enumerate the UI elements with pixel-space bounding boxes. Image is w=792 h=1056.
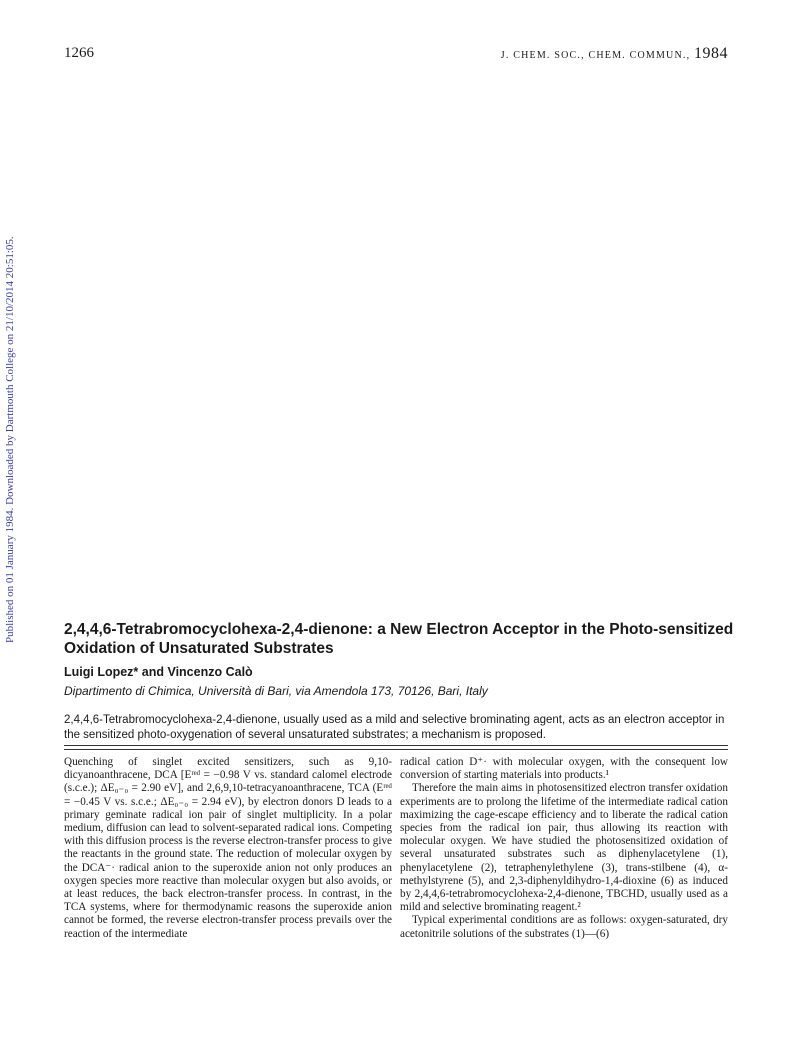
body-paragraph: Quenching of singlet excited sensitizers, such as 9,10-dicyanoanthracene, DCA [Eʳᵉᵈ = −0.98 V vs. standard calomel electrode (s.c.e.); ΔE₀₋₀ = 2.90 eV], and 2,6,9,10-tetracyanoanthracene, TCA (Eʳᵉᵈ = −0.45 V vs. s.c.e.; ΔE₀₋₀ = 2.94 eV), by electron donors D leads to a primary geminate radical ion pair of singlet multiplicity. In a polar medium, diffusion can lead to solvent-separated radical ions. Competing with this diffusion process is the reverse electron-transfer process to give the reactants in the ground state. The reduction of molecular oxygen by the DCA⁻· radical anion to the superoxide anion not only produces an oxygen species more reactive than molecular oxygen but also avoids, or at least reduces, the back electron-transfer process. In contrast, in the TCA systems, where for thermodynamic reasons the superoxide anion cannot be formed, the reverse electron-transfer process prevails over the reaction of the intermediate — [64, 756, 392, 940]
article-title: 2,4,4,6-Tetrabromocyclohexa-2,4-dienone: a New Electron Acceptor in the Photo-sensitized Oxidation of Unsaturated Substrates — [64, 621, 734, 657]
running-head — [501, 45, 728, 63]
body-paragraph: radical cation D⁺· with molecular oxygen, with the consequent low conversion of starting materials into products.¹ — [400, 756, 728, 782]
page-number: 1266 — [64, 45, 94, 61]
download-stamp[interactable]: Published on 01 January 1984. Downloaded by Dartmouth College on 21/10/2014 20:51:05. — [4, 236, 16, 644]
author-affiliation: Dipartimento di Chimica, Università di Bari, via Amendola 173, 70126, Bari, Italy — [64, 684, 488, 698]
journal-year: 1984 — [694, 45, 728, 62]
abstract: 2,4,4,6-Tetrabromocyclohexa-2,4-dienone, usually used as a mild and selective brominating agent, acts as an electron acceptor in the sensitized photo-oxygenation of several unsaturated substrates; a mechanism is proposed. — [64, 714, 725, 741]
body-column-left — [64, 756, 392, 941]
divider-rule — [64, 745, 728, 746]
article-authors: Luigi Lopez* and Vincenzo Calò — [64, 665, 253, 679]
body-column-right — [400, 756, 728, 941]
body-paragraph: Therefore the main aims in photosensitized electron transfer oxidation experiments are to prolong the lifetime of the intermediate radical cation maximizing the cage-escape efficiency and to liberate the radical cation species from the radical ion pair, thus allowing its reaction with molecular oxygen. We have studied the photosensitized oxidation of several unsaturated substrates such as diphenylacetylene (1), phenylacetylene (2), tetraphenylethylene (3), trans-stilbene (4), α-methylstyrene (5), and 2,3-diphenyldihydro-1,4-dioxine (6) as induced by 2,4,4,6-tetrabromocyclohexa-2,4-dienone, TBCHD, usually used as a mild and selective brominating reagent.² — [400, 782, 728, 914]
body-paragraph: Typical experimental conditions are as follows: oxygen-saturated, dry acetonitrile solutions of the substrates (1)—(6) — [400, 914, 728, 940]
journal-name: J. CHEM. SOC., CHEM. COMMUN., — [500, 50, 691, 61]
divider-rule — [64, 749, 728, 750]
